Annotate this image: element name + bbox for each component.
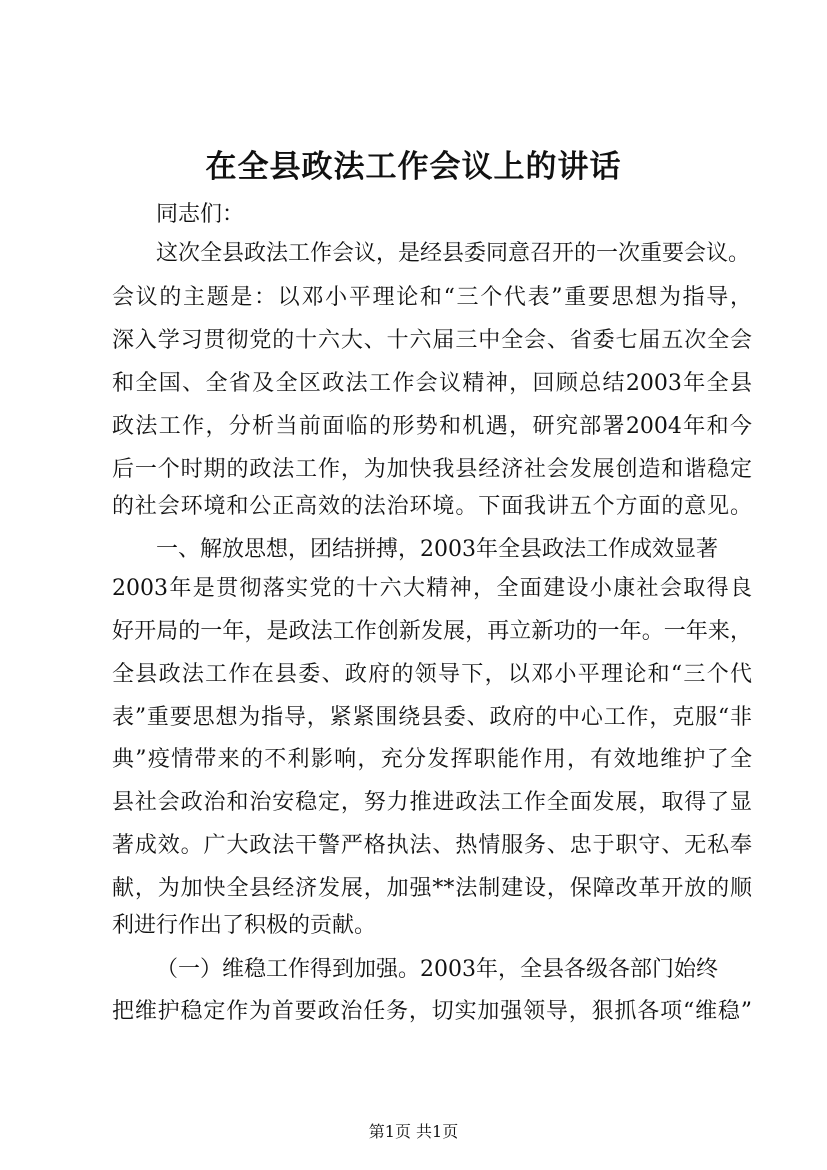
salutation-line: 同志们： [156, 202, 245, 227]
paragraph-line: 表”重要思想为指导，紧紧围绕县委、政府的中心工作，克服“非 [112, 705, 752, 730]
paragraph-line: 的社会环境和公正高效的法治环境。下面我讲五个方面的意见。 [112, 494, 752, 519]
paragraph-line: 把维护稳定作为首要政治任务，切实加强领导，狠抓各项“维稳” [112, 999, 752, 1024]
paragraph-line: 这次全县政法工作会议，是经县委同意召开的一次重要会议。 [156, 241, 751, 266]
paragraph-line: 会议的主题是：以邓小平理论和“三个代表”重要思想为指导， [112, 285, 752, 310]
document-title: 在全县政法工作会议上的讲话 [205, 149, 622, 185]
paragraph-line: 深入学习贯彻党的十六大、十六届三中全会、省委七届五次全会 [112, 328, 752, 353]
paragraph-line: 县社会政治和治安稳定，努力推进政法工作全面发展，取得了显 [112, 790, 752, 815]
paragraph-line: 典”疫情带来的不利影响，充分发挥职能作用，有效地维护了全 [112, 747, 752, 772]
paragraph-line: 后一个时期的政法工作，为加快我县经济社会发展创造和谐稳定 [112, 457, 752, 482]
paragraph-line: 政法工作，分析当前面临的形势和机遇，研究部署2004年和今 [112, 414, 752, 439]
paragraph-line: 献，为加快全县经济发展，加强**法制建设，保障改革开放的顺 [112, 876, 752, 901]
paragraph-line: 利进行作出了积极的贡献。 [112, 913, 377, 938]
section-heading-line: 一、解放思想，团结拼搏，2003年全县政法工作成效显著 [156, 537, 718, 562]
paragraph-line: 著成效。广大政法干警严格执法、热情服务、忠于职守、无私奉 [112, 833, 752, 858]
subsection-heading-line: （一）维稳工作得到加强。2003年，全县各级各部门始终 [156, 957, 718, 982]
paragraph-line: 好开局的一年，是政法工作创新发展，再立新功的一年。一年来， [112, 619, 752, 644]
paragraph-line: 全县政法工作在县委、政府的领导下，以邓小平理论和“三个代 [112, 662, 752, 687]
paragraph-line: 2003年是贯彻落实党的十六大精神，全面建设小康社会取得良 [112, 576, 752, 601]
page-footer: 第1页 共1页 [368, 1122, 459, 1141]
paragraph-line: 和全国、全省及全区政法工作会议精神，回顾总结2003年全县 [112, 371, 752, 396]
